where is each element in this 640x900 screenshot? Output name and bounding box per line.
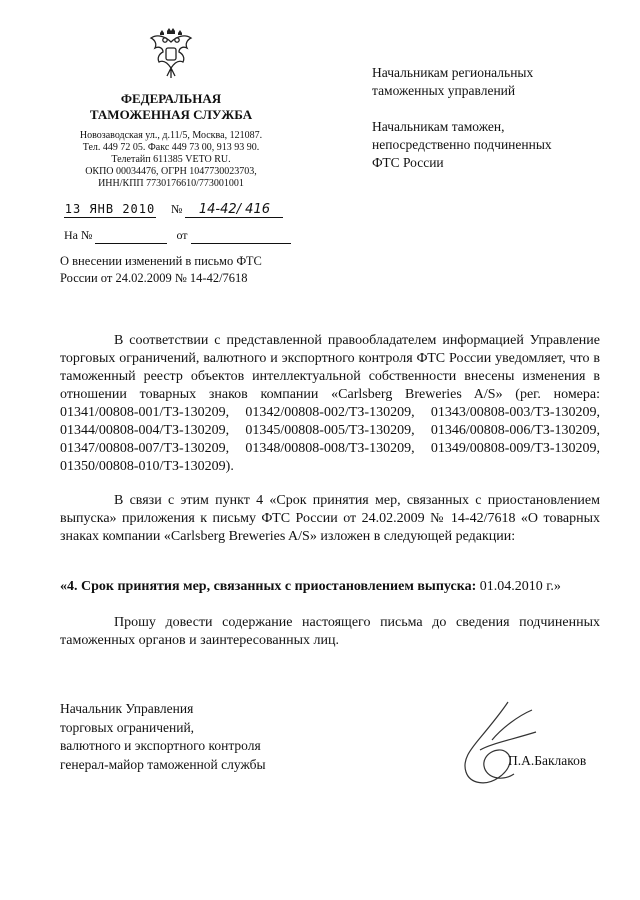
signatory-title-line: Начальник Управления bbox=[60, 701, 194, 716]
org-name-line2: ТАМОЖЕННАЯ СЛУЖБА bbox=[89, 107, 253, 122]
subject-line: России от 24.02.2009 № 14-42/7618 bbox=[60, 271, 248, 285]
amended-item-date: 01.04.2010 г.» bbox=[476, 579, 561, 594]
signatory-title-line: генерал-майор таможенной службы bbox=[60, 756, 266, 772]
recipient-line: Начальникам таможен, bbox=[372, 119, 505, 134]
amended-item bbox=[60, 578, 620, 596]
body-paragraph-2: В связи с этим пункт 4 «Срок принятия мер, связанных с приостановлением выпуска» приложения к письму ФТС России от 24.02.2009 № 14-42/7618 «О товарных знаках компании «Carlsberg Breweries A/S» изложен в следующей редакции: bbox=[60, 493, 600, 544]
handwritten-signature-icon bbox=[440, 700, 560, 796]
recipient-line: ФТС России bbox=[372, 155, 444, 170]
address-line: Новозаводская ул., д.11/5, Москва, 121087. bbox=[79, 130, 263, 141]
date-number-row bbox=[64, 202, 284, 218]
okpo-line: ОКПО 00034476, ОГРН 1047730023703, bbox=[85, 166, 257, 177]
number-label: № bbox=[171, 202, 183, 216]
signatory-title-line: торговых ограничений, bbox=[60, 719, 195, 735]
subject bbox=[60, 253, 300, 287]
recipient-line: непосредственно подчиненных bbox=[372, 137, 552, 152]
body-paragraph-3: Прошу довести содержание настоящего письма до сведения подчиненных таможенных органов и заинтересованных лиц. bbox=[60, 615, 600, 648]
reference-row bbox=[64, 228, 304, 244]
body-paragraph-1: В соответствии с представленной правообладателем информацией Управление торговых ограничений, валютного и экспортного контроля ФТС России уведомляет, что в таможенный реестр объектов интеллектуальной собственности внесены изменения в отношении товарных знаков компании «Carlsberg Breweries A/S» (рег. номера: 01341/00808-001/ТЗ-130209, 01342/00808-002/ТЗ-130209, 01343/00808-003/ТЗ-130209, 01344/00808-004/ТЗ-130209, 01345/00808-005/ТЗ-130209, 01346/00808-006/ТЗ-130209, 01347/00808-007/ТЗ-130209, 01348/00808-008/ТЗ-130209, 01349/00808-009/ТЗ-130209, 01350/00808-010/ТЗ-130209). bbox=[60, 333, 600, 474]
recipient-block-2 bbox=[372, 118, 612, 172]
teletype-line: Телетайп 611385 VETO RU. bbox=[111, 154, 231, 165]
subject-line: О внесении изменений в письмо ФТС bbox=[60, 254, 262, 268]
outgoing-date: 13 ЯНВ 2010 bbox=[64, 202, 156, 216]
signatory-name: П.А.Баклаков bbox=[508, 753, 587, 768]
org-name-line1: ФЕДЕРАЛЬНАЯ bbox=[120, 91, 222, 106]
amended-item-label: «4. Срок принятия мер, связанных с приостановлением выпуска: bbox=[60, 579, 477, 594]
outgoing-number: 14-42/ 416 bbox=[185, 202, 283, 218]
signatory-title-line: валютного и экспортного контроля bbox=[60, 738, 261, 753]
inn-line: ИНН/КПП 7730176610/773001001 bbox=[98, 178, 244, 189]
recipient-line: таможенных управлений bbox=[372, 83, 516, 98]
signatory-title bbox=[60, 700, 320, 774]
ref-number-label: На № bbox=[64, 228, 93, 242]
recipient-line: Начальникам региональных bbox=[372, 65, 534, 80]
recipient-block-1 bbox=[372, 64, 612, 100]
phone-line: Тел. 449 72 05. Факс 449 73 00, 913 93 90. bbox=[82, 142, 260, 153]
ref-from-label: от bbox=[176, 228, 188, 242]
coat-of-arms-icon bbox=[147, 28, 195, 80]
